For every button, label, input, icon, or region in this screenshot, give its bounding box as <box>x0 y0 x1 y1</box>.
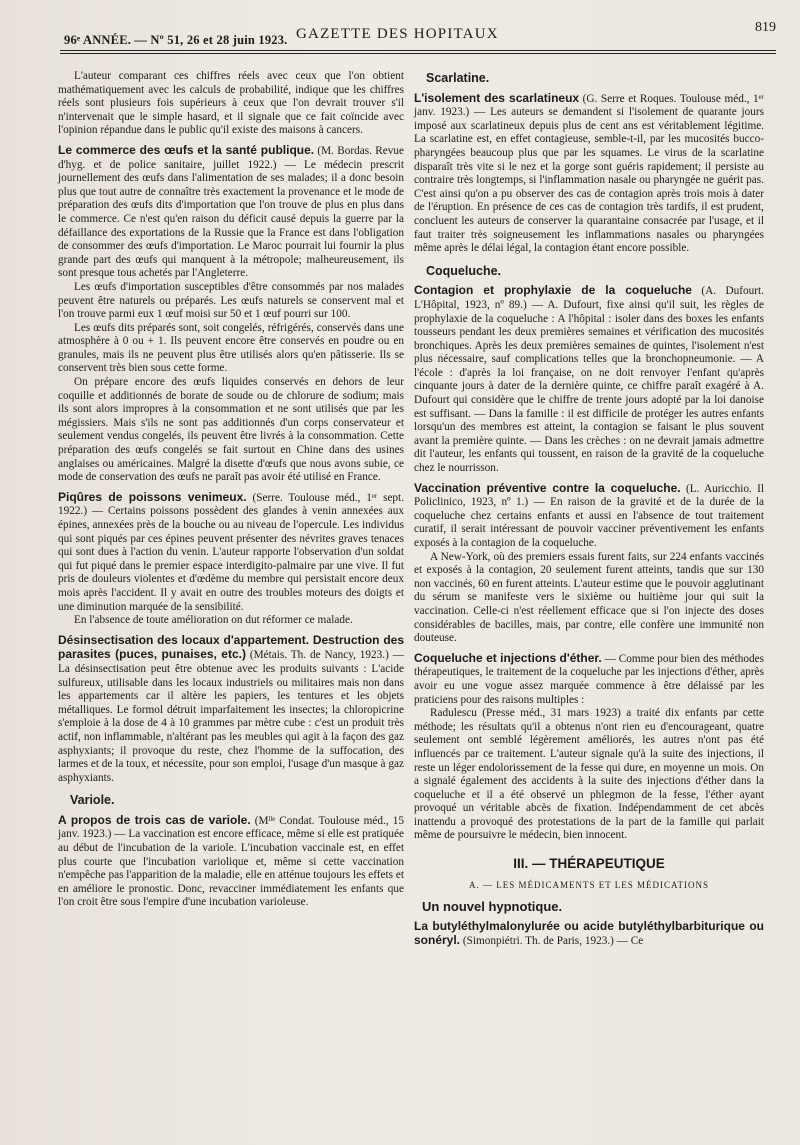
paragraph: On prépare encore des œufs liquides conservés en dehors de leur coquille et additionnés de borate de soude ou de chlorure de sodium; mais ils sont alors impropres à la consommation et ne sont utilisés que par les mégissiers. Mais s'ils ne sont pas additionnés d'un corps conservateur et seulement vendus congelés, ils peuvent être livrés à la consommation. Cette préparation des œufs congelés se fait surtout en Chine dans des usines anglaises ou américaines. Malgré la disette d'œufs que nous avons subie, ce mode de conservation des œufs ne paraît pas avoir été utilisé en France. <box>58 376 404 484</box>
section-heading: Scarlatine. <box>426 71 490 85</box>
page-number: 819 <box>755 20 776 35</box>
section-heading: Coqueluche. <box>426 263 502 278</box>
article-text: (A. Dufourt. L'Hôpital, 1923, nº 89.) — A. Dufourt, fixe ainsi qu'il suit, les règles de prophylaxie de la coqueluche : A l'hôpital : isoler dans des boxes les enfants tousseurs pendant les deux premières semaines et vérification des mucosités bronchiques. Après les deux premières semaines de quintes, l'isolement n'est plus nécessaire, sauf complications telles que la bronchopneumonie. — A l'école : d'après la loi française, on ne doit renvoyer l'enfant qu'après cinquante jours à dater de la dernière quinte, ce chiffre paraît exagéré à A. Dufourt qui considère que le chiffre de trente jours adopté par la loi danoise est suffisant. — Dans la famille : il est difficile de protéger les autres enfants lorsqu'un des membres est atteint, la contagion se faisant le plus souvent avant la première quinte. — Dans les crèches : on ne devrait jamais admettre dit l'auteur, les enfants qui toussent, en raison de la gravité de la coqueluche chez le nourrisson. <box>414 285 764 475</box>
subpart-heading: A. — LES MÉDICAMENTS ET LES MÉDICATIONS <box>468 879 710 890</box>
article-heading: Désinsectisation des locaux d'appartement. Destruction des parasites (puces, punaises, etc.) <box>58 632 404 662</box>
right-column <box>414 70 764 949</box>
article-heading: Piqûres de poissons venimeux. <box>58 489 247 504</box>
paragraph: Les œufs d'importation susceptibles d'être consommés par nos malades peuvent être naturels ou préparés. Les œufs naturels se conservent mal et l'on trouve parmi eux 1 œuf moisi sur 50 et 1 œuf pourri sur 100. <box>58 280 404 321</box>
article-ether <box>414 652 764 707</box>
article-heading: Vaccination préventive contre la coqueluche. <box>414 480 681 495</box>
article-oeufs <box>58 144 404 281</box>
issue-info: 96ᵉ ANNÉE. — Nº 51, 26 et 28 juin 1923. <box>64 33 288 47</box>
article-text: — Comme pour bien des méthodes thérapeutiques, le traitement de la coqueluche par les injections d'éther, après avoir eu une vogue assez marquée commence à être délaissé par les praticiens pour des raisons multiples : <box>414 652 764 706</box>
article-heading: Le commerce des œufs et la santé publique. <box>58 142 315 157</box>
article-text: (G. Serre et Roques. Toulouse méd., 1ᵉʳ janv. 1923.) — Les auteurs se demandent si l'isolement de quarante jours imposé aux scarlatineux depuis plus de cent ans est véritablement légitime. La scarlatine est, en effet contagieuse, semble-t-il, par les mucosités bucco-pharyngées beaucoup plus que par les squames. Le virus de la scarlatine disparaît très vite si le nez et la gorge sont guéris rapidement; il persiste au contraire très longtemps, si l'inflammation nasale ou pharyngée ne guérit pas. C'est ainsi qu'on a pu observer des cas de contagion après trois mois à dater de l'éruption. En présence de ces cas de contagion très tardifs, il est prudent, concluent les auteurs de conserver la quarantaine consacrée par l'usage, et il faut traiter très soigneusement les inflammations nasales ou pharyngées même après le délai légal, la contagion étant encore possible. <box>414 92 764 255</box>
paragraph: Radulescu (Presse méd., 31 mars 1923) a traité dix enfants par cette méthode; les résultats qu'il a obtenus n'ont rien eu d'encourageant, quatre seulement ont semblé légèrement améliorés, les autres n'ont pas été influencés par ce traitement. L'auteur signale qu'à la suite des injections, il reste un léger endolorissement de la fesse qui dure, en moyenne un mois. On a signalé également des accidents à la suite des injections d'éther dans la coqueluche et il a été observé un phlegmon de la fesse, l'éther ayant provoqué un véritable abcès de fixation. Indépendamment de cet abcès inattendu a provoqué des protestations de la part de la famille qui parlait même de poursuivre le médecin, bien innocent. <box>414 707 764 842</box>
article-piqures <box>58 491 404 614</box>
article-text: (Serre. Toulouse méd., 1ᵉʳ sept. 1922.) — Certains poissons possèdent des glandes à venin annexées aux épines, annexées près de la bouche ou au niveau de l'opercule. Les individus qui sont piqués par ces épines peuvent présenter des névrites graves tenaces qui sont dues à l'action du venin. L'auteur rapporte l'observation d'un soldat qui fut piqué dans le premier espace interdigito-palmaire par une vive. Il fut pris de douleurs violentes et d'œdème du membre qui persistait encore deux mois après l'accident. Il y avait en outre des troubles moteurs des doigts et une diminution marquée de la sensibilité. <box>58 491 404 613</box>
article-vaccination <box>414 482 764 551</box>
article-heading: La butyléthylmalonylurée ou acide butyléthylbarbiturique ou sonéryl. <box>414 918 764 948</box>
paragraph: L'auteur comparant ces chiffres réels avec ceux que l'on obtient mathématiquement avec les calculs de probabilité, indique que les chiffres réels sont plusieurs fois supérieurs à ceux que l'on devrait trouver s'il n'intervenait que le simple hasard, et il signale que ce fait coïncide avec l'opinion répandue dans le public qu'il existe des maisons à cancers. <box>58 70 404 137</box>
article-heading: Contagion et prophylaxie de la coqueluche <box>414 283 692 298</box>
article-text: (Simonpiétri. Th. de Paris, 1923.) — Ce <box>460 935 644 948</box>
paragraph: En l'absence de toute amélioration on dut réformer ce malade. <box>74 614 353 627</box>
article-variole <box>58 814 404 910</box>
article-desinsectisation <box>58 634 404 786</box>
part-heading: III. — THÉRAPEUTIQUE <box>513 856 665 872</box>
article-text: (L. Auricchio. Il Policlinico, 1923, nº 1.) — En raison de la gravité et de la durée de la coqueluche chez certains enfants et aussi en l'absence de tout traitement curatif, il serait intéressant de pouvoir vacciner préventivement les enfants exposés à la contagion de la coqueluche. <box>414 482 764 549</box>
journal-title: GAZETTE DES HOPITAUX <box>296 26 499 42</box>
article-contagion <box>414 284 764 475</box>
article-heading: Coqueluche et injections d'éther. <box>414 650 602 665</box>
article-butyl <box>414 920 764 949</box>
left-column <box>58 70 404 910</box>
section-heading: Variole. <box>70 793 115 808</box>
article-heading: L'isolement des scarlatineux <box>414 90 580 105</box>
article-text: (M. Bordas. Revue d'hyg. et de police sanitaire, juillet 1922.) — Le médecin prescrit journellement des œufs dans l'alimentation de ses malades; il a donc besoin plus que tout autre de connaître très exactement la provenance et le mode de préparation des œufs dits d'importation que l'on trouve de plus en plus dans le commerce. Ce n'est qu'en raison du déficit causé depuis la guerre par la défaillance des exportations de la Russie que la France est dans l'obligation de consommer des œufs d'importation. Le Maroc pourrait lui fournir la plus grande part des œufs qui manquent à la métropole; malheureusement, ils sont presque tous achetés par l'Angleterre. <box>58 144 404 280</box>
paragraph: A New-York, où des premiers essais furent faits, sur 224 enfants vaccinés et exposés à la contagion, 20 seulement furent atteints, tandis que sur 130 non vaccinés, 60 en furent atteints. L'auteur estime que le pouvoir agglutinant du sérum se manifeste vers le sixième ou huitième jour qui suit la vaccination. Celle-ci n'est réellement efficace que si l'on injecte des doses considérables de bacilles, mais, par contre, elle confère une immunité non douteuse. <box>414 550 764 645</box>
header-rule <box>60 50 776 51</box>
paragraph: Les œufs dits préparés sont, soit congelés, réfrigérés, conservés dans une atmosphère à 0 ou + 1. Ils peuvent encore être conservés en poudre ou en granules, mais ils ne peuvent plus être utilisés alors qu'en pâtisserie. Ils se conservent très bien sous cette forme. <box>58 321 404 375</box>
article-scarlatine <box>414 92 764 256</box>
rubric-heading: Un nouvel hypnotique. <box>422 899 563 915</box>
article-heading: A propos de trois cas de variole. <box>58 812 251 827</box>
article-text: (Mˡˡᵉ Condat. Toulouse méd., 15 janv. 1923.) — La vaccination est encore efficace, même si elle est pratiquée au début de l'incubation de la variole. L'incubation vaccinale est, en effet plus courte que l'incubation variolique et, même si cette vaccination n'empêche pas l'apparition de la maladie, elle en atténue toujours les effets et en améliore le pronostic. Donc, revacciner immédiatement les enfants que l'on croit être sous l'empire d'une incubation varioleuse. <box>58 814 404 909</box>
header-rule-double <box>60 53 776 54</box>
article-text: (Métais. Th. de Nancy, 1923.) — La désinsectisation peut être obtenue avec les produits suivants : L'acide sulfureux, utilisable dans les locaux industriels ou militaires mais non dans les appartements car il altère les papiers, les tentures et les objets métalliques. Le formol détruit imparfaitement les insectes; la chloropicrine s'emploie à la dose de 4 à 10 grammes par mètre cube : c'est un produit très actif, non inflammable, n'altérant pas les meubles qui agit à la façon des gaz asphyxiants; il provoque du reste, chez l'homme de la suffocation, des larmes et de la toux, et nécessite, pour son emploi, l'usage d'un masque à gaz asphyxiants. <box>58 649 404 784</box>
